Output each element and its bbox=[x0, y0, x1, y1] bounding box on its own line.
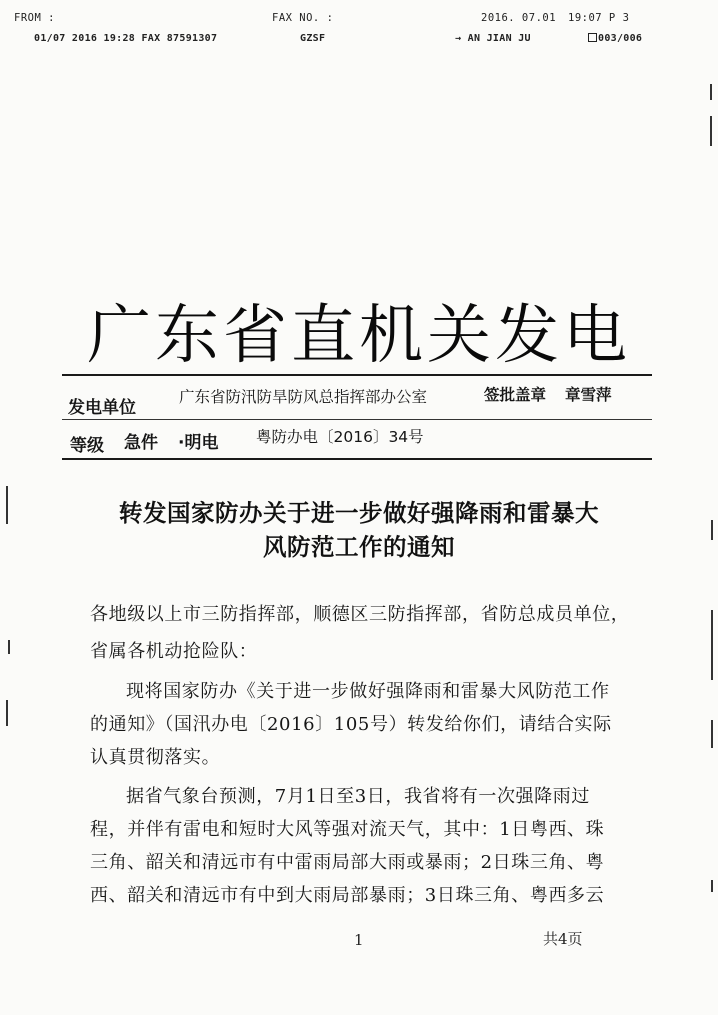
fax-page-counter bbox=[588, 33, 642, 44]
sender-unit: 广东省防汛防旱防风总指挥部办公室 bbox=[179, 388, 428, 406]
sign-label: 签批盖章 bbox=[484, 386, 547, 404]
scan-margin-mark bbox=[8, 640, 10, 654]
fax-number-label: FAX NO. : bbox=[272, 12, 334, 24]
addressee-line1: 各地级以上市三防指挥部，顺德区三防指挥部，省防总成员单位， bbox=[90, 604, 630, 625]
title-underline bbox=[62, 374, 652, 376]
scan-margin-mark bbox=[6, 486, 8, 524]
fax-sender-code: GZSF bbox=[300, 33, 326, 44]
body-p2-line3: 三角、韶关和清远市有中雷雨局部大雨或暴雨；2日珠三角、粤 bbox=[90, 852, 605, 873]
total-pages: 共4页 bbox=[543, 930, 583, 948]
page-number: 1 bbox=[354, 931, 364, 949]
fax-sent-line: 01/07 2016 19:28 FAX 87591307 bbox=[34, 33, 218, 44]
body-p2-line4: 西、韶关和清远市有中到大雨局部暴雨；3日珠三角、粤西多云 bbox=[90, 885, 605, 906]
scan-margin-mark bbox=[711, 720, 713, 748]
document-number: 粤防办电〔2016〕34号 bbox=[256, 428, 424, 446]
body-p2-line2: 程，并伴有雷电和短时大风等强对流天气，其中：1日粤西、珠 bbox=[90, 819, 605, 840]
notice-headline-line1: 转发国家防办关于进一步做好强降雨和雷暴大 bbox=[119, 499, 599, 527]
scan-margin-mark bbox=[711, 520, 713, 540]
urgency-value: 急件 bbox=[124, 433, 158, 453]
fax-recipient: → AN JIAN JU bbox=[455, 33, 531, 44]
grade-row-divider bbox=[62, 458, 652, 460]
body-p1-line2: 的通知》（国汛办电〔2016〕105号）转发给你们，请结合实际 bbox=[90, 714, 612, 735]
fax-from-label: FROM : bbox=[14, 12, 55, 24]
grade-label: 等级 bbox=[70, 436, 104, 456]
body-p1-line1: 现将国家防办《关于进一步做好强降雨和雷暴大风防范工作 bbox=[126, 681, 610, 702]
notice-headline-line2: 风防范工作的通知 bbox=[263, 533, 455, 561]
body-p2-line1: 据省气象台预测，7月1日至3日，我省将有一次强降雨过 bbox=[126, 786, 590, 807]
document-main-title: 广东省直机关发电 bbox=[87, 299, 631, 373]
signer-name: 章雪萍 bbox=[565, 386, 612, 404]
scan-margin-mark bbox=[6, 700, 8, 726]
classification-value: ·明电 bbox=[178, 433, 219, 453]
fax-received-time: 19:07 P 3 bbox=[568, 12, 630, 24]
sender-label: 发电单位 bbox=[68, 398, 136, 418]
sender-row-divider bbox=[62, 419, 652, 420]
body-p1-line3: 认真贯彻落实。 bbox=[90, 747, 221, 768]
scan-margin-mark bbox=[711, 610, 713, 680]
fax-received-date: 2016. 07.01 bbox=[481, 12, 557, 24]
scan-margin-mark bbox=[710, 84, 712, 100]
scan-margin-mark bbox=[710, 116, 712, 146]
scan-margin-mark bbox=[711, 880, 713, 892]
fax-page-counter-text: 003/006 bbox=[598, 33, 643, 44]
addressee-line2: 省属各机动抢险队： bbox=[90, 641, 258, 662]
fax-page-box-icon bbox=[588, 33, 597, 42]
